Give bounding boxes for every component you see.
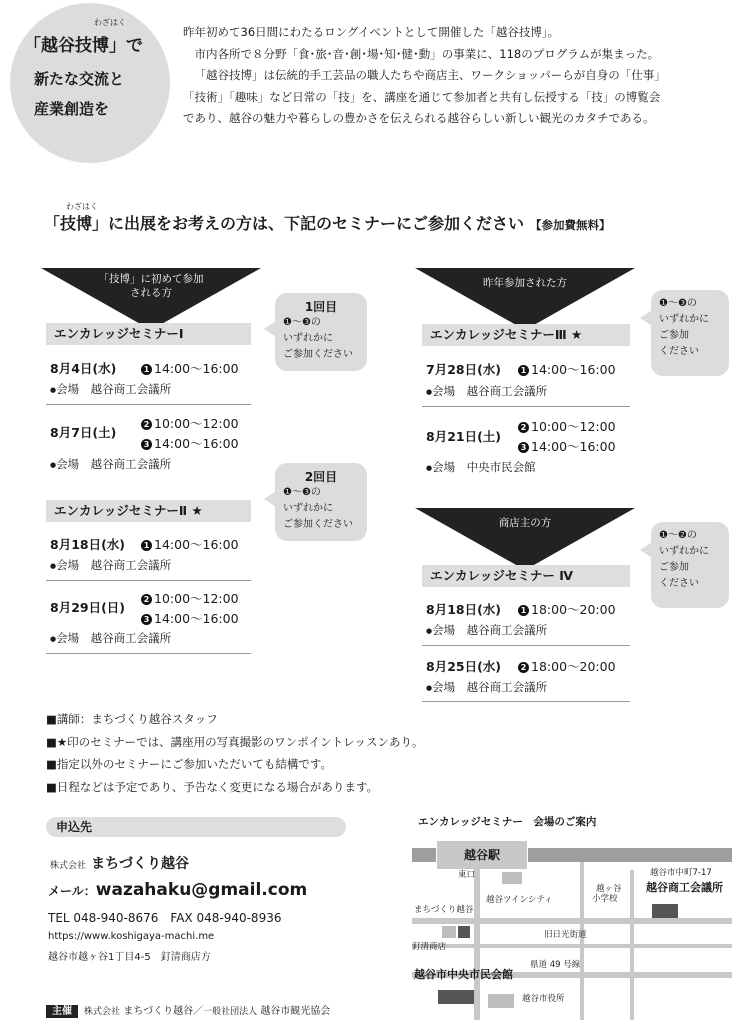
divider [422,701,630,702]
venue [50,557,171,573]
venue-label: 会場 [432,680,456,694]
venue [426,459,536,475]
time-slot [518,600,616,618]
banner-first-time-text [61,272,241,300]
sponsor [46,1002,330,1017]
divider [46,404,251,405]
intro-line: 「技術」「趣味」など日常の「技」を、講座を通じて参加者と共有し伝授する「技」の博覧会 [183,89,661,104]
bullet-icon: ● [426,684,433,692]
time-slot [518,360,616,378]
divider [422,406,630,407]
venue-label: 会場 [432,384,456,398]
time-slot [518,437,616,455]
bubble-tail [264,491,276,507]
circle-line-1: 「越谷技博」で [24,36,143,56]
intro-line: 市内各所で８分野「食･旅･音･創･場･知･健･動」の事業に、118のプログラムが集まった。 [194,46,660,61]
bubble-text: いずれかに [659,314,709,325]
machizukuri-building [458,926,470,938]
intro-paragraph [183,22,735,130]
time-slot [518,657,616,675]
headline-text: 「技博」に出展をお考えの方は、下記のセミナーにご参加ください [44,214,525,233]
seminar-3-date-1: 7月28日(水) [426,362,502,377]
station-box: 越谷駅 [436,840,528,870]
venue-name: 越谷商工会議所 [90,631,172,645]
time-slot [141,589,239,607]
intro-line: 昨年初めて36日間にわたるロングイベントとして開催した「越谷技博」。 [183,25,560,39]
time-slot [141,434,239,452]
venue-name: 越谷商工会議所 [466,623,548,637]
road [412,944,732,948]
venue [426,622,547,638]
time-text: 14:00〜16:00 [531,362,616,377]
map-title: エンカレッジセミナー 会場のご案内 [418,816,597,828]
divider [422,645,630,646]
venue-name: 越谷商工会議所 [466,680,548,694]
seminar-3-title: エンカレッジセミナーⅢ ★ [422,324,630,346]
bubble-text: ❶〜❸の [283,317,321,328]
venue [426,383,547,399]
company [50,853,189,873]
nikko-road-label: 旧日光街道 [544,930,587,940]
circle-ruby: わざはく [94,18,126,27]
bubble-tail [264,321,276,337]
slot-number-icon: 1 [518,605,529,616]
bubble-shop-owners [651,522,729,608]
bubble-text: ご参加 [659,330,689,341]
slot-number-icon: 2 [518,422,529,433]
slot-number-icon: 1 [141,540,152,551]
banner-line: される方 [130,287,172,299]
seminar-4-title: エンカレッジセミナー Ⅳ [422,565,630,587]
seminar-1-date-2: 8月7日(土) [50,425,117,440]
venue [50,630,171,646]
sponsor-prefix: 株式会社 [84,1007,121,1017]
machizukuri-label: まちづくり越谷 [414,905,474,915]
venue-label: 会場 [56,558,80,572]
east-exit-label: 東口 [458,870,476,880]
headline-ruby: わざはく [66,202,98,211]
venue [50,456,171,472]
sponsor-separator: ／ [193,1006,204,1017]
time-slot [141,359,239,377]
city-hall-building [488,994,514,1008]
bullet-icon: ● [50,386,57,394]
slot-number-icon: 3 [141,439,152,450]
company-prefix: 株式会社 [50,861,87,871]
time-text: 18:00〜20:00 [531,659,616,674]
venue-label: 会場 [56,457,80,471]
time-text: 18:00〜20:00 [531,602,616,617]
circle-line-3: 産業創造を [34,100,110,118]
time-text: 10:00〜12:00 [154,591,239,606]
bubble-text: ご参加ください [283,349,353,360]
divider [46,653,251,654]
mail [48,880,307,900]
seminar-4-date-1: 8月18日(水) [426,602,502,617]
route49-label: 県道 49 号線 [530,960,581,970]
seminar-2-title: エンカレッジセミナーⅡ ★ [46,500,251,522]
notes [46,708,424,798]
chamber-building [652,904,678,918]
venue-label: 会場 [432,623,456,637]
bubble-text: ❶〜❸の [659,298,697,309]
bubble-first-round [275,293,367,371]
slot-number-icon: 1 [141,364,152,375]
bullet-icon: ● [50,562,57,570]
chamber-address: 越谷市中町7-17 [650,868,712,878]
chamber-label: 越谷商工会議所 [646,881,723,894]
sponsor-org: まちづくり越谷 [123,1006,194,1017]
seminar-2-date-1: 8月18日(水) [50,537,126,552]
seminar-2-date-2: 8月29日(日) [50,600,126,615]
school-label-2: 小学校 [592,894,618,904]
road [580,862,584,1020]
bubble-text: いずれかに [283,333,333,344]
mail-label: メール： [48,884,96,898]
intro-circle [10,3,170,163]
mail-address[interactable]: wazahaku@gmail.com [95,880,308,900]
banner-returning-text: 昨年参加された方 [483,277,567,289]
civic-hall-label: 越谷市中央市民会館 [414,968,513,981]
bubble-tail [640,310,652,326]
sponsor-prefix: 一般社団法人 [203,1007,258,1017]
kugisei-building [442,926,456,938]
sponsor-label: 主催 [46,1005,78,1018]
time-slot [141,414,239,432]
venue [426,679,547,695]
bullet-icon: ● [426,388,433,396]
bubble-text: ご参加ください [283,519,353,530]
slot-number-icon: 3 [141,614,152,625]
seminar-4-date-2: 8月25日(水) [426,659,502,674]
civic-hall-building [438,990,474,1004]
venue [50,381,171,397]
venue-name: 越谷商工会議所 [90,457,172,471]
sponsor-org: 越谷市観光協会 [260,1006,331,1017]
time-slot [141,609,239,627]
time-slot [141,535,239,553]
postal-address: 越谷市越ヶ谷1丁目4-5 釘清商店方 [48,952,211,963]
twincity-building [502,872,522,884]
note-item: ■指定以外のセミナーにご参加いただいても結構です。 [46,757,332,771]
time-text: 14:00〜16:00 [531,439,616,454]
seminar-3-date-2: 8月21日(土) [426,429,502,444]
bubble-text: ❶〜❷の [659,530,697,541]
venue-label: 会場 [56,631,80,645]
slot-number-icon: 3 [518,442,529,453]
bullet-icon: ● [50,635,57,643]
note-item: ■講師：まちづくり越谷スタッフ [46,712,218,726]
access-map [412,830,732,1020]
bubble-text: ください [659,578,699,589]
apply-heading: 申込先 [46,817,346,837]
bubble-second-round [275,463,367,541]
time-text: 14:00〜16:00 [154,436,239,451]
twincity-label: 越谷ツインシティ [486,895,553,905]
venue-label: 会場 [432,460,456,474]
road [412,918,732,924]
venue-name: 越谷商工会議所 [90,382,172,396]
note-item: ■★印のセミナーでは、講座用の写真撮影のワンポイントレッスンあり。 [46,734,424,749]
intro-line: であり、越谷の魅力や暮らしの豊かさを伝えられる越谷らしい新しい観光のカタチである。 [183,111,655,125]
slot-number-icon: 1 [518,365,529,376]
bullet-icon: ● [50,461,57,469]
venue-name: 中央市民会館 [466,460,536,474]
bubble-title: 2回目 [304,470,338,484]
bubble-text: いずれかに [283,503,333,514]
time-slot [518,417,616,435]
time-text: 14:00〜16:00 [154,611,239,626]
venue-label: 会場 [56,382,80,396]
bubble-returning [651,290,729,376]
school-label-1: 越ヶ谷 [596,884,622,894]
intro-line: 「越谷技博」は伝統的手工芸品の職人たちや商店主、ワークショッパーらが自身の「仕事」 [194,68,666,82]
tel-fax: TEL 048-940-8676 FAX 048-940-8936 [48,911,282,925]
bubble-text: ❶〜❸の [283,487,321,498]
kugisei-label: 釘清商店 [412,942,447,952]
website-link[interactable]: https://www.koshigaya-machi.me [48,931,215,942]
company-name: まちづくり越谷 [91,856,189,872]
bullet-icon: ● [426,627,433,635]
bubble-text: ください [659,346,699,357]
divider [46,580,251,581]
seminar-1-title: エンカレッジセミナーⅠ [46,323,251,345]
venue-name: 越谷商工会議所 [466,384,548,398]
circle-line-2: 新たな交流と [34,70,125,88]
banner-line: 「技博」に初めて参加 [98,273,204,285]
bubble-text: いずれかに [659,546,709,557]
seminar-1-date-1: 8月4日(水) [50,361,117,376]
slot-number-icon: 2 [518,662,529,673]
bubble-title: 1回目 [304,300,338,314]
city-hall-label: 越谷市役所 [522,994,565,1004]
time-text: 10:00〜12:00 [154,416,239,431]
slot-number-icon: 2 [141,419,152,430]
time-text: 10:00〜12:00 [531,419,616,434]
banner-shop-owners-text: 商店主の方 [498,517,552,529]
time-text: 14:00〜16:00 [154,537,239,552]
road [474,862,480,1020]
time-text: 14:00〜16:00 [154,361,239,376]
note-item: ■日程などは予定であり、予告なく変更になる場合があります。 [46,779,378,794]
free-badge: 【参加費無料】 [530,218,611,232]
bubble-tail [640,542,652,558]
bubble-text: ご参加 [659,562,689,573]
slot-number-icon: 2 [141,594,152,605]
venue-name: 越谷商工会議所 [90,558,172,572]
bullet-icon: ● [426,464,433,472]
headline [44,211,611,234]
